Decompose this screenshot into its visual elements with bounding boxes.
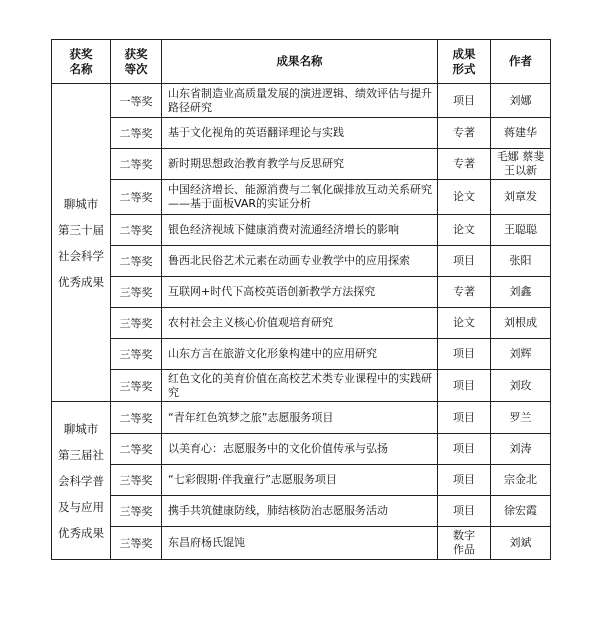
award-level-text: 三等奖 (119, 505, 153, 518)
award-level-cell (111, 215, 162, 246)
title-text: 农村社会主义核心价值观培育研究 (168, 316, 333, 329)
award-level-text: 三等奖 (119, 348, 153, 361)
award-level-text: 三等奖 (119, 474, 153, 487)
form-text: 项目 (453, 473, 475, 486)
form-cell (438, 308, 491, 339)
form-text: 数字 作品 (453, 529, 475, 556)
form-text: 项目 (453, 254, 475, 267)
author-cell (491, 180, 551, 215)
author-text: 徐宏霞 (504, 504, 537, 517)
form-cell (438, 465, 491, 496)
award-level-cell (111, 496, 162, 527)
form-text: 项目 (453, 442, 475, 455)
table-row (52, 246, 551, 277)
header-award-level: 获奖 等次 (111, 40, 162, 84)
award-level-cell (111, 434, 162, 465)
table-row (52, 370, 551, 402)
award-level-text: 二等奖 (119, 411, 153, 425)
author-cell (491, 339, 551, 370)
author-text: 王聪聪 (504, 223, 537, 236)
title-cell (162, 215, 438, 246)
form-text: 专著 (453, 126, 475, 139)
award-name-cell (52, 84, 111, 402)
award-name-cell (52, 402, 111, 560)
form-text: 专著 (453, 285, 475, 298)
author-text: 刘鑫 (509, 285, 532, 298)
award-level-text: 一等奖 (119, 94, 153, 108)
header-award-name: 获奖 名称 (52, 40, 111, 84)
award-level-text: 二等奖 (119, 443, 153, 456)
title-cell (162, 246, 438, 277)
title-cell (162, 277, 438, 308)
award-level-cell (111, 277, 162, 308)
author-text: 刘斌 (509, 536, 532, 549)
form-cell (438, 527, 491, 560)
header-author: 作者 (491, 40, 551, 84)
award-level-cell (111, 527, 162, 560)
title-cell (162, 370, 438, 402)
author-cell (491, 465, 551, 496)
author-cell (491, 246, 551, 277)
title-text: “七彩假期·伴我童行”志愿服务项目 (168, 473, 337, 486)
table-row (52, 465, 551, 496)
form-cell (438, 118, 491, 149)
title-cell (162, 180, 438, 215)
title-text: 中国经济增长、能源消费与二氧化碳排放互动关系研究——基于面板VAR的实证分析 (168, 183, 432, 210)
award-level-text: 三等奖 (119, 317, 153, 330)
title-cell (162, 149, 438, 180)
title-text: 基于文化视角的英语翻译理论与实践 (168, 126, 344, 139)
title-text: “青年红色筑梦之旅”志愿服务项目 (168, 410, 334, 424)
form-cell (438, 149, 491, 180)
award-level-cell (111, 465, 162, 496)
award-level-text: 二等奖 (119, 158, 153, 171)
author-text: 罗兰 (509, 410, 532, 424)
award-level-text: 二等奖 (119, 191, 153, 204)
title-cell (162, 308, 438, 339)
award-level-text: 二等奖 (119, 127, 153, 140)
author-cell (491, 496, 551, 527)
table-row (52, 402, 551, 434)
title-text: 银色经济视域下健康消费对流通经济增长的影响 (168, 223, 399, 236)
award-level-text: 二等奖 (119, 224, 153, 237)
form-text: 项目 (453, 504, 475, 517)
author-cell (491, 308, 551, 339)
title-text: 携手共筑健康防线，肺结核防治志愿服务活动 (168, 504, 388, 517)
author-cell (491, 118, 551, 149)
form-text: 论文 (453, 316, 475, 329)
title-cell (162, 434, 438, 465)
table-row (52, 215, 551, 246)
form-cell (438, 496, 491, 527)
title-text: 鲁西北民俗艺术元素在动画专业教学中的应用探索 (168, 254, 410, 267)
table-row (52, 149, 551, 180)
award-level-text: 三等奖 (119, 286, 153, 299)
title-text: 红色文化的美育价值在高校艺术类专业课程中的实践研究 (168, 371, 432, 399)
author-text: 刘娜 (509, 93, 532, 107)
author-text: 毛娜 蔡斐 王以新 (496, 150, 545, 177)
title-text: 以美育心：志愿服务中的文化价值传承与弘扬 (168, 442, 388, 455)
form-cell (438, 180, 491, 215)
form-text: 论文 (453, 223, 475, 236)
award-level-text: 三等奖 (119, 379, 153, 393)
award-level-text: 二等奖 (119, 255, 153, 268)
table-row (52, 180, 551, 215)
author-text: 刘涛 (509, 442, 532, 455)
form-cell (438, 277, 491, 308)
author-cell (491, 402, 551, 434)
author-cell (491, 434, 551, 465)
award-level-cell (111, 149, 162, 180)
table-row (52, 118, 551, 149)
author-text: 刘根成 (504, 316, 537, 329)
form-cell (438, 215, 491, 246)
title-text: 山东方言在旅游文化形象构建中的应用研究 (168, 347, 377, 360)
author-text: 刘玫 (509, 378, 532, 392)
title-text: 东昌府杨氏馄饨 (168, 536, 245, 549)
table-row (52, 339, 551, 370)
title-cell (162, 118, 438, 149)
form-text: 项目 (453, 93, 475, 107)
form-text: 项目 (453, 410, 475, 424)
award-level-cell (111, 246, 162, 277)
award-level-cell (111, 339, 162, 370)
form-cell (438, 84, 491, 118)
title-cell (162, 84, 438, 118)
author-cell (491, 370, 551, 402)
award-name-label: 聊城市 第三届社 会科学普 及与应用 优秀成果 (58, 421, 104, 540)
form-text: 论文 (453, 190, 475, 203)
author-cell (491, 149, 551, 180)
form-text: 项目 (453, 378, 475, 392)
form-cell (438, 339, 491, 370)
author-text: 刘章发 (504, 190, 537, 203)
award-level-cell (111, 308, 162, 339)
table-row (52, 308, 551, 339)
award-level-cell (111, 84, 162, 118)
table-row (52, 84, 551, 118)
header-form: 成果 形式 (438, 40, 491, 84)
award-level-cell (111, 370, 162, 402)
header-row (52, 40, 551, 84)
title-cell (162, 465, 438, 496)
award-level-cell (111, 402, 162, 434)
award-level-cell (111, 180, 162, 215)
table-row (52, 496, 551, 527)
title-cell (162, 402, 438, 434)
form-cell (438, 434, 491, 465)
form-cell (438, 402, 491, 434)
award-table (51, 39, 551, 560)
title-text: 新时期思想政治教育教学与反思研究 (168, 157, 344, 170)
title-text: 山东省制造业高质量发展的演进逻辑、绩效评估与提升路径研究 (168, 86, 432, 114)
table-body (52, 84, 551, 560)
table-row (52, 277, 551, 308)
author-text: 张阳 (509, 254, 532, 267)
award-name-label: 聊城市 第三十届 社会科学 优秀成果 (58, 196, 104, 289)
title-cell (162, 527, 438, 560)
award-level-cell (111, 118, 162, 149)
title-cell (162, 339, 438, 370)
form-cell (438, 370, 491, 402)
author-cell (491, 215, 551, 246)
table-row (52, 527, 551, 560)
author-cell (491, 84, 551, 118)
title-text: 互联网+时代下高校英语创新教学方法探究 (168, 285, 376, 298)
author-text: 宗金北 (504, 473, 537, 486)
form-text: 项目 (453, 347, 475, 360)
table-row (52, 434, 551, 465)
header-title: 成果名称 (162, 40, 438, 84)
form-cell (438, 246, 491, 277)
form-text: 专著 (453, 157, 475, 170)
award-level-text: 三等奖 (119, 537, 153, 550)
title-cell (162, 496, 438, 527)
author-cell (491, 527, 551, 560)
author-cell (491, 277, 551, 308)
author-text: 刘辉 (509, 347, 532, 360)
author-text: 蒋建华 (504, 126, 537, 139)
